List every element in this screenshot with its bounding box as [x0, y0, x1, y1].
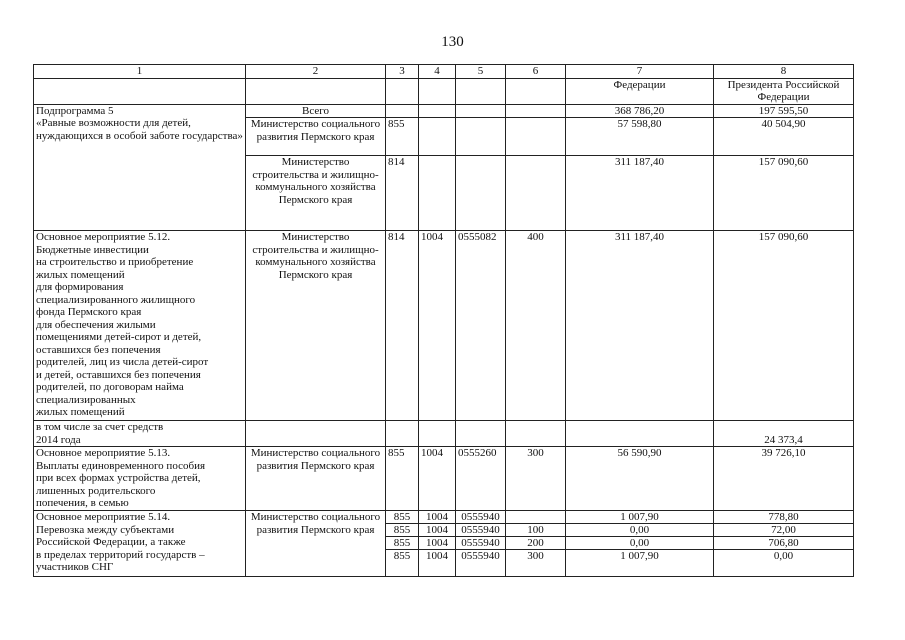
- measure-5-13-name: Основное мероприятие 5.13. Выплаты единовременного пособия при всех формах устройства детей, лишенных родительского попечения, в семью: [34, 447, 246, 511]
- mst-col7: 311 187,40: [566, 156, 714, 231]
- msr-col7: 57 598,80: [566, 118, 714, 156]
- msr-code: 855: [386, 118, 419, 156]
- mst-col8: 157 090,60: [714, 156, 854, 231]
- measure-5-14-l1-c7: 1 007,90: [620, 511, 659, 523]
- measure-5-14-l3-c6: 200: [506, 536, 565, 549]
- col-num-6: 6: [506, 65, 566, 79]
- col-num-8: 8: [714, 65, 854, 79]
- measure-5-14-l4-c7: 1 007,90: [566, 549, 713, 562]
- measure-5-14-l1-c3: 855: [393, 511, 411, 523]
- col-num-4: 4: [419, 65, 456, 79]
- mst-name: Министерство строительства и жилищно-коммунального хозяйства Пермского края: [246, 156, 386, 231]
- measure-5-13-c5: 0555260: [456, 447, 506, 511]
- measure-5-14-org: Министерство социального развития Пермского края: [246, 511, 386, 577]
- total-col7: 368 786,20: [566, 104, 714, 118]
- measure-5-13-c4: 1004: [419, 447, 456, 511]
- measure-5-12-c5: 0555082: [456, 231, 506, 421]
- measure-5-14-name: Основное мероприятие 5.14. Перевозка между субъектами Российской Федерации, а также в пределах территорий государств – участников СНГ: [34, 511, 246, 577]
- total-label: Всего: [246, 104, 386, 118]
- subprogram-name: Подпрограмма 5 «Равные возможности для детей, нуждающихся в особой заботе государства»: [34, 104, 246, 231]
- measure-5-14-l2-c6: 100: [506, 523, 565, 536]
- col-num-3: 3: [386, 65, 419, 79]
- col7-header: Федерации: [566, 78, 714, 104]
- budget-table: [33, 64, 854, 577]
- measure-5-14-l1-c4: 1004: [426, 511, 448, 523]
- col-num-7: 7: [566, 65, 714, 79]
- page-number: 130: [441, 34, 464, 50]
- measure-5-14-l2-c5: 0555940: [456, 523, 505, 536]
- msr-name: Министерство социального развития Пермского края: [246, 118, 386, 156]
- col-num-5: 5: [456, 65, 506, 79]
- measure-5-14-l3-c3: 855: [386, 536, 418, 549]
- measure-5-14-l2-c8: 72,00: [714, 523, 853, 536]
- measure-5-14-l2-c3: 855: [386, 523, 418, 536]
- measure-5-14-l2-c4: 1004: [419, 523, 455, 536]
- measure-5-12-c8: 157 090,60: [714, 231, 854, 421]
- measure-5-13-c3: 855: [386, 447, 419, 511]
- column-number-row: [34, 65, 854, 79]
- measure-5-14-l1-c5: 0555940: [461, 511, 500, 523]
- msr-col8: 40 504,90: [714, 118, 854, 156]
- measure-5-14-l3-c4: 1004: [419, 536, 455, 549]
- col8-header: Президента Российской Федерации: [714, 78, 854, 104]
- measure-5-13-c6: 300: [506, 447, 566, 511]
- measure-5-14-l3-c5: 0555940: [456, 536, 505, 549]
- measure-5-14-l4-c3: 855: [386, 549, 418, 562]
- column-header-row: [34, 78, 854, 104]
- measure-5-14-l3-c8: 706,80: [714, 536, 853, 549]
- measure-5-14-l2-c7: 0,00: [566, 523, 713, 536]
- measure-5-14-row: [34, 511, 854, 577]
- measure-5-14-l1-c8: 778,80: [768, 511, 799, 523]
- incl-2014-row: [34, 421, 854, 447]
- subprogram-total-row: [34, 104, 854, 118]
- measure-5-14-l1-c6: [506, 511, 565, 523]
- measure-5-12-c7: 311 187,40: [566, 231, 714, 421]
- measure-5-14-l4-c5: 0555940: [456, 549, 505, 562]
- col-num-2: 2: [246, 65, 386, 79]
- measure-5-12-c6: 400: [506, 231, 566, 421]
- incl-2014-c8: 24 373,4: [714, 421, 854, 447]
- measure-5-12-row: [34, 231, 854, 421]
- measure-5-13-row: [34, 447, 854, 511]
- measure-5-12-c4: 1004: [419, 231, 456, 421]
- measure-5-14-l4-c4: 1004: [419, 549, 455, 562]
- measure-5-13-org: Министерство социального развития Пермского края: [246, 447, 386, 511]
- incl-2014-name: в том числе за счет средств 2014 года: [34, 421, 246, 447]
- measure-5-12-name: Основное мероприятие 5.12. Бюджетные инвестиции на строительство и приобретение жилых помещений для формирования специализированного жилищного фонда Пермского края для обеспечения жилыми помещениями детей-сирот и детей, оставшихся без попечения родителей, лиц из числа детей-сирот и детей, оставшихся без попечения родителей, по договорам найма специализированных жилых помещений: [34, 231, 246, 421]
- measure-5-12-c3: 814: [386, 231, 419, 421]
- col-num-1: 1: [34, 65, 246, 79]
- measure-5-14-l4-c8: 0,00: [714, 549, 853, 562]
- measure-5-14-l4-c6: 300: [506, 549, 565, 562]
- measure-5-13-c7: 56 590,90: [566, 447, 714, 511]
- mst-code: 814: [386, 156, 419, 231]
- measure-5-12-org: Министерство строительства и жилищно-коммунального хозяйства Пермского края: [246, 231, 386, 421]
- measure-5-14-l3-c7: 0,00: [566, 536, 713, 549]
- total-col8: 197 595,50: [714, 104, 854, 118]
- measure-5-13-c8: 39 726,10: [714, 447, 854, 511]
